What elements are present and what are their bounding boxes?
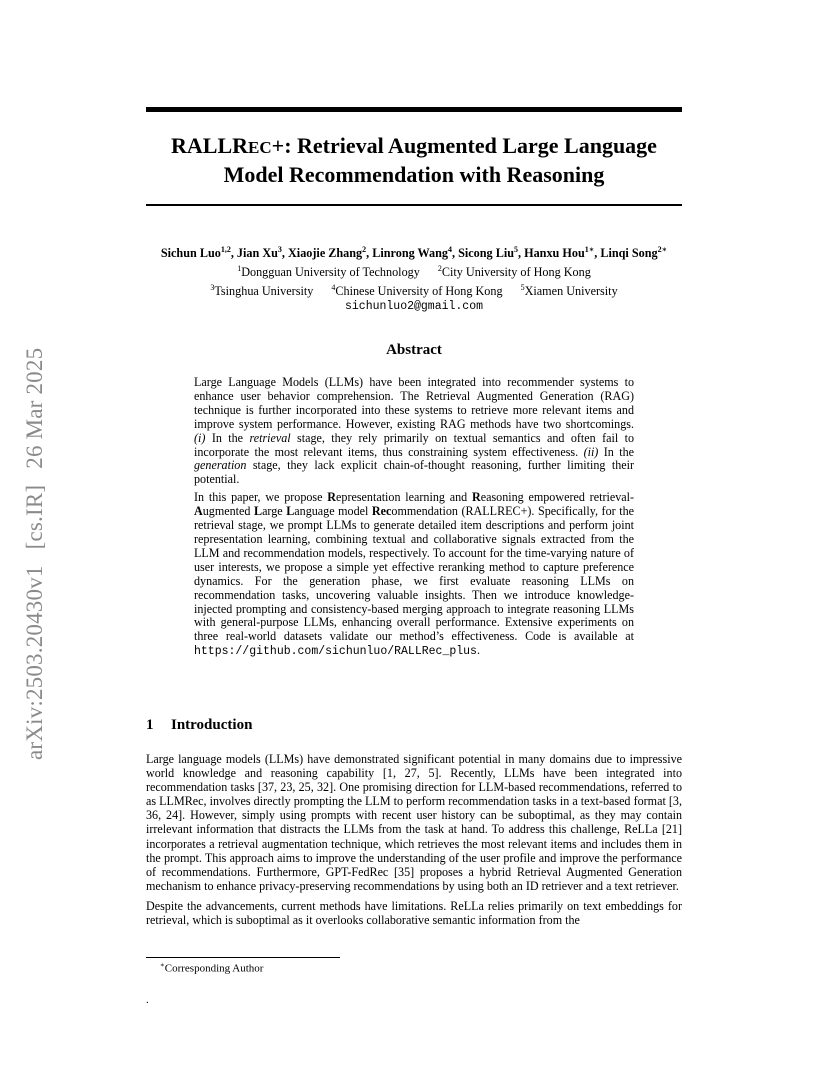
arxiv-stamp [22, 348, 48, 760]
text-run: easoning empowered retrieval- [480, 490, 634, 505]
abstract-paragraph-2 [194, 491, 634, 659]
text-run: . [476, 643, 480, 658]
text-run: (i) [194, 430, 206, 445]
text-run: L [286, 504, 295, 519]
text-run: ugmented [202, 504, 254, 519]
section-heading [146, 717, 252, 734]
text-run: stage, they rely primarily on textual semantics and often fail to incorporate the most relevant items, thus constraining system effectiveness. [194, 430, 634, 459]
author-affiliation-mark: 5 [514, 245, 518, 254]
title-line-2: Model Recommendation with Reasoning [223, 162, 605, 187]
affiliation: $^2$City University of Hong Kong [437, 264, 591, 280]
text-run: L [253, 504, 263, 519]
text-run: (ii) [583, 444, 599, 459]
contact-email[interactable]: sichunluo2@gmail.com [344, 300, 484, 314]
footnote [160, 961, 263, 975]
text-run: R [327, 490, 337, 505]
affiliation: $^1$Dongguan University of Technology [237, 264, 420, 280]
footnote-text: Corresponding Author [164, 962, 264, 975]
text-run: epresentation learning and [336, 490, 472, 505]
text-run: Rec [371, 504, 392, 519]
abstract-heading: Abstract [386, 342, 442, 358]
author-name: Sicong Liu [458, 246, 514, 261]
author-list: Sichun Luo$^{1,2}$, Jian Xu$^3$, Xiaojie Zhang$^2$, Linrong Wang$^4$, Sicong Liu$^5$, Hanxu Hou$^{1∗}$, Linqi Song$^{2∗}$ [160, 245, 668, 261]
text-run: generation [194, 458, 247, 473]
text-run: In the [205, 430, 250, 445]
title-bottom-rule [146, 204, 682, 206]
code-link[interactable]: https://github.com/sichunluo/RALLRec_plus [194, 645, 477, 659]
arxiv-id[interactable]: arXiv:2503.20430v1 [22, 565, 47, 760]
arxiv-category: [cs.IR] [22, 484, 47, 550]
affiliation: $^3$Tsinghua University [210, 283, 314, 299]
author-affiliation-mark: 4 [448, 245, 453, 254]
text-run: A [194, 504, 203, 519]
text-run: stage, they lack explicit chain-of-thought reasoning, further limiting their potential. [194, 458, 634, 487]
page-dot: . [146, 994, 149, 1006]
abstract-paragraph-1 [194, 376, 634, 487]
author-affiliation-mark: 2 [362, 245, 367, 254]
text-run: anguage model [294, 504, 372, 519]
text-run: In the [598, 444, 634, 459]
footnote-mark: ∗ [160, 961, 165, 969]
affiliation: $^5$Xiamen University [520, 283, 618, 299]
footnote-rule [146, 957, 340, 958]
author-affiliation-mark: 1,2 [220, 245, 231, 254]
affiliation: $^4$Chinese University of Hong Kong [331, 283, 503, 299]
author-name: Sichun Luo [160, 246, 221, 261]
abstract-body [194, 376, 634, 659]
text-run: retrieval [249, 430, 291, 445]
affiliation-row-2 [120, 280, 708, 299]
affiliation-row-1 [120, 261, 708, 280]
text-run: Large Language Models (LLMs) have been integrated into recommender systems to enhance user behavior comprehension. The Retrieval Augmented Generation (RAG) technique is further incorporated into these systems to retrieve more relevant items and improve system performance. However, existing RAG methods have two shortcomings. [194, 375, 634, 431]
section-number: 1 [146, 717, 154, 733]
text-run: ommendation (RALLREC+). Specifically, for the retrieval stage, we prompt LLMs to generate detailed item descriptions and perform joint representation learning, combining textual and collaborative signals extracted from the LLM and recommendation models, respectively. To account for the time-varying nature of user interests, we propose a simple yet effective reranking method to capture preference dynamics. For the generation phase, we first evaluate reasoning LLMs on recommendation tasks, uncovering valuable insights. Then we introduce knowledge-injected prompting and consistency-based merging approach to integrate reasoning LLMs with general-purpose LLMs, enhancing overall performance. Extensive experiments on three real-world datasets validate our method’s effectiveness. Code is available at [194, 504, 634, 644]
intro-paragraph-1: Large language models (LLMs) have demonstrated significant potential in many domains due to impressive world knowledge and reasoning capability [1, 27, 5]. Recently, LLMs have been integrated into recommendation tasks [37, 23, 25, 32]. One promising direction for LLM-based recommendations, referred to as LLMRec, involves directly prompting the LLM to perform recommendation tasks in a text-based format [3, 36, 24]. However, simply using prompts with recent user history can be suboptimal, as they may contain irrelevant information that distracts the LLMs from the task at hand. To address this challenge, ReLLa [21] incorporates a retrieval augmentation technique, which retrieves the most relevant items and includes them in the prompt. This approach aims to improve the understanding of the user profile and improve the performance of recommendations. Furthermore, GPT-FedRec [35] proposes a hybrid Retrieval Augmented Generation mechanism to enhance privacy-preserving recommendations by using both an ID retriever and a text retriever. [146, 752, 682, 893]
author-affiliation-mark: 1∗ [584, 245, 595, 254]
paper-title [146, 132, 682, 188]
text-run: In this paper, we propose [194, 490, 328, 505]
author-block [120, 242, 708, 315]
author-affiliation-mark: 2∗ [657, 245, 668, 254]
author-name: Linrong Wang [372, 246, 449, 261]
arxiv-date: 26 Mar 2025 [22, 347, 47, 469]
text-run: R [471, 490, 481, 505]
author-name: Hanxu Hou [524, 246, 585, 261]
author-name: Jian Xu [236, 246, 278, 261]
title-top-rule [146, 107, 682, 112]
author-name: Xiaojie Zhang [288, 246, 363, 261]
text-run: arge [262, 504, 287, 519]
section-title: Introduction [171, 717, 253, 733]
introduction-body [146, 752, 682, 927]
title-line-1: RALLREC+: Retrieval Augmented Large Language [171, 133, 657, 158]
author-name: Linqi Song [600, 246, 658, 261]
author-affiliation-mark: 3 [277, 245, 282, 254]
intro-paragraph-2: Despite the advancements, current methods have limitations. ReLLa relies primarily on text embeddings for retrieval, which is suboptimal as it overlooks collaborative semantic information from the [146, 898, 682, 928]
